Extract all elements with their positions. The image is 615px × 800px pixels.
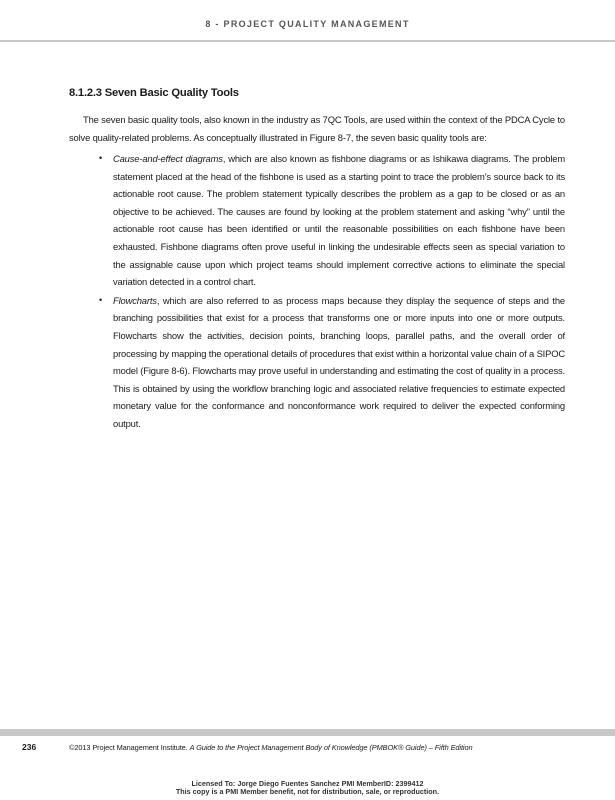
- bullet-icon: •: [99, 153, 103, 163]
- copyright-line: [69, 743, 589, 752]
- bullet-term: Cause-and-effect diagrams: [113, 153, 223, 164]
- footer-rule: [0, 729, 615, 736]
- header-bar: [0, 0, 615, 42]
- bullet-text: , which are also referred to as process maps because they display the sequence of steps and the branching possibilities that exist for a process that transforms one or more inputs into one or more outputs. Flowcharts show the activities, decision points, branching loops, parallel paths, and the overall order of processing by mapping the operational details of procedures that exist within a horizontal value chain of a SIPOC model (Figure 8-6). Flowcharts may prove useful in understanding and estimating the cost of quality in a process. This is obtained by using the workflow branching logic and associated relative frequencies to estimate expected monetary value for the conformance and nonconformance work required to deliver the expected conforming output.: [113, 294, 565, 429]
- list-item-flowcharts: [99, 292, 565, 433]
- copyright-title: A Guide to the Project Management Body of Knowledge (PMBOK® Guide) – Fifth Edition: [189, 743, 473, 752]
- section-heading: 8.1.2.3 Seven Basic Quality Tools: [69, 87, 239, 99]
- bullet-term: Flowcharts: [113, 294, 157, 306]
- intro-paragraph: The seven basic quality tools, also known in the industry as 7QC Tools, are used within the context of the PDCA Cycle to solve quality-related problems. As conceptually illustrated in Figure 8-7, the seven basic quality tools are:: [69, 114, 565, 143]
- license-line-2: This copy is a PMI Member benefit, not for distribution, sale, or reproduction.: [175, 787, 440, 796]
- bullet-icon: •: [99, 294, 103, 305]
- bullet-text: , which are also known as fishbone diagrams or as Ishikawa diagrams. The problem statement placed at the head of the fishbone is used as a starting point to trace the problem’s source back to its actionable root cause. The problem statement typically describes the problem as a gap to be closed or as an objective to be achieved. The causes are found by looking at the problem statement and asking “why” until the actionable root cause has been identified or until the reasonable possibilities on each fishbone have been exhausted. Fishbone diagrams often prove useful in linking the undesirable effects seen as special variation to the assignable cause upon which project teams should implement corrective actions to eliminate the special variation detected in a control chart.: [113, 153, 565, 288]
- license-line-1: Licensed To: Jorge Diego Fuentes Sanchez PMI MemberID: 2399412: [191, 779, 424, 788]
- tools-list: [99, 150, 565, 434]
- running-header: 8 - PROJECT QUALITY MANAGEMENT: [205, 19, 410, 29]
- copyright-prefix: ©2013 Project Management Institute.: [69, 743, 190, 752]
- license-notice: [0, 780, 615, 796]
- page-number: 236: [22, 742, 37, 752]
- list-item-cause-and-effect: [99, 150, 565, 291]
